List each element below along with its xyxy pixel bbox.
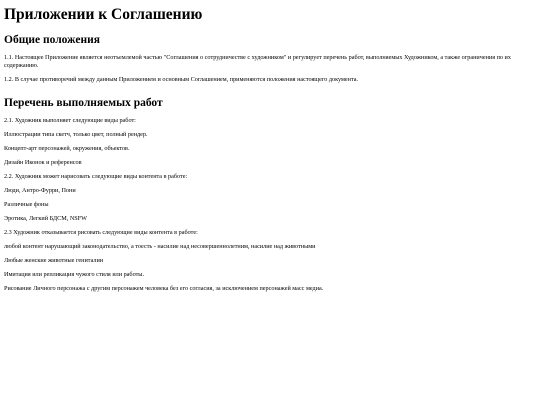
- list-item: Иллюстрации типа скетч, только цвет, полный рендер.: [4, 131, 148, 138]
- list-item: Имитация или репликация чужого стиля или работы.: [4, 271, 144, 278]
- list-item: Люди, Антро-Фурри, Пони: [4, 187, 76, 194]
- page-title: Приложении к Соглашению: [4, 6, 203, 23]
- paragraph-2-2: 2.2. Художник может нарисовать следующие виды контента в работе:: [4, 173, 188, 180]
- paragraph-2-3: 2.3 Художник отказывается рисовать следующие виды контента в работе:: [4, 229, 198, 236]
- list-item: Различные фоны: [4, 201, 49, 208]
- paragraph-1-2: 1.2. В случае противоречий между данным Приложением и основным Соглашением, применяются положения настоящего документа.: [4, 76, 359, 83]
- list-item: Дизайн Иконок и референсов: [4, 159, 82, 166]
- list-item: Эротика, Легкий БДСМ, NSFW: [4, 215, 88, 222]
- list-item: Рисование Личного персонажа с другим персонажем человека без его согласия, за исключением персонажей масс медиа.: [4, 285, 324, 292]
- list-item: Концепт-арт персонажей, окружения, объектов.: [4, 145, 130, 152]
- section-heading-works: Перечень выполняемых работ: [4, 97, 163, 109]
- section-heading-general: Общие положения: [4, 34, 100, 46]
- paragraph-1-1: 1.1. Настоящее Приложение является неотъемлемой частью "Соглашения о сотрудничестве с художником" и регулирует перечень работ, выполняемых Художником, а также ограничения по их содержанию.: [4, 54, 511, 69]
- list-item: Любые женские животные гениталии: [4, 257, 104, 264]
- list-item: любой контент нарушающий законодательство, а тоесть - насилие над несовершеннолетним, насилие над животными: [4, 243, 316, 250]
- paragraph-2-1: 2.1. Художник выполняет следующие виды работ:: [4, 117, 136, 124]
